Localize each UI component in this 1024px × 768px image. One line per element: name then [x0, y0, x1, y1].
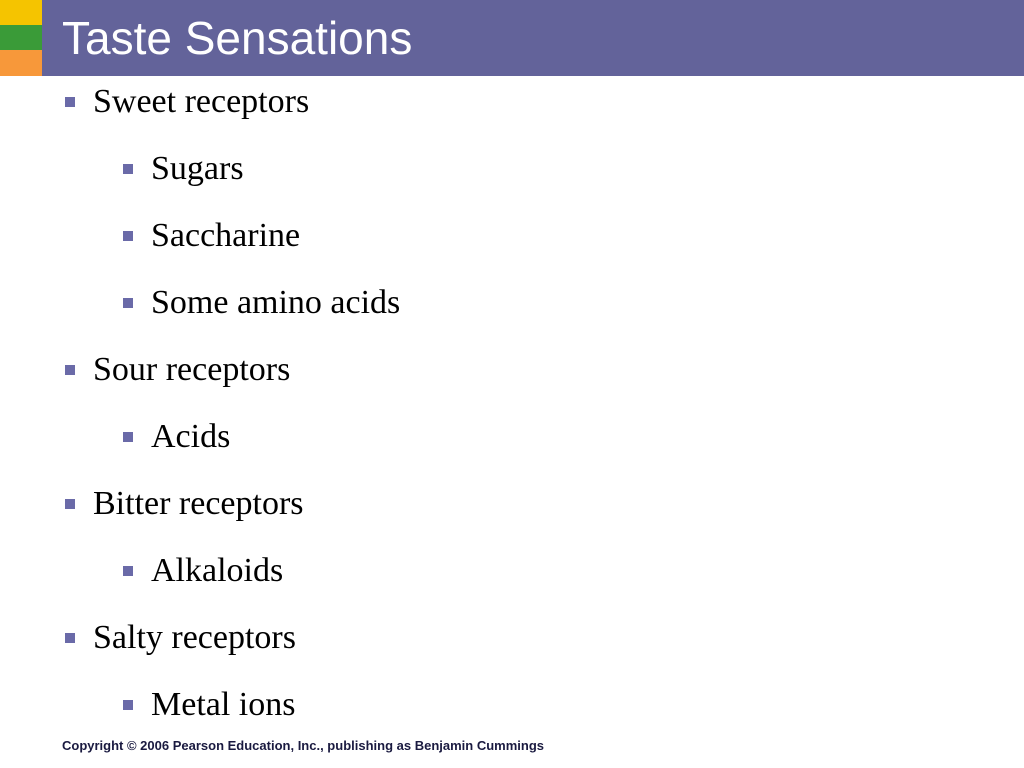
square-bullet-icon — [123, 566, 133, 576]
square-bullet-icon — [65, 499, 75, 509]
sub-bullet-item — [0, 212, 1024, 279]
square-bullet-icon — [123, 164, 133, 174]
square-bullet-icon — [65, 97, 75, 107]
copyright-footer: Copyright © 2006 Pearson Education, Inc., publishing as Benjamin Cummings — [62, 738, 544, 753]
square-bullet-icon — [123, 231, 133, 241]
bullet-text: Bitter receptors — [93, 485, 304, 522]
sub-bullet-text: Alkaloids — [151, 552, 284, 589]
square-bullet-icon — [65, 633, 75, 643]
sub-bullet-item — [0, 145, 1024, 212]
accent-block-green — [0, 25, 42, 50]
square-bullet-icon — [123, 432, 133, 442]
accent-block-yellow — [0, 0, 42, 25]
sub-bullet-item — [0, 547, 1024, 614]
square-bullet-icon — [65, 365, 75, 375]
sub-bullet-text: Acids — [151, 418, 231, 455]
bullet-item — [0, 614, 1024, 681]
sub-bullet-text: Saccharine — [151, 217, 301, 254]
sub-bullet-text: Sugars — [151, 150, 244, 187]
bullet-text: Sour receptors — [93, 351, 291, 388]
sub-bullet-item — [0, 279, 1024, 346]
bullet-list — [0, 78, 1024, 748]
bullet-item — [0, 480, 1024, 547]
sub-bullet-text: Some amino acids — [151, 284, 401, 321]
bullet-text: Sweet receptors — [93, 83, 310, 120]
bullet-text: Salty receptors — [93, 619, 296, 656]
square-bullet-icon — [123, 298, 133, 308]
bullet-item — [0, 78, 1024, 145]
slide-title: Taste Sensations — [62, 12, 413, 64]
bullet-item — [0, 346, 1024, 413]
accent-block-orange — [0, 50, 42, 76]
sub-bullet-text: Metal ions — [151, 686, 296, 723]
square-bullet-icon — [123, 700, 133, 710]
sub-bullet-item — [0, 413, 1024, 480]
